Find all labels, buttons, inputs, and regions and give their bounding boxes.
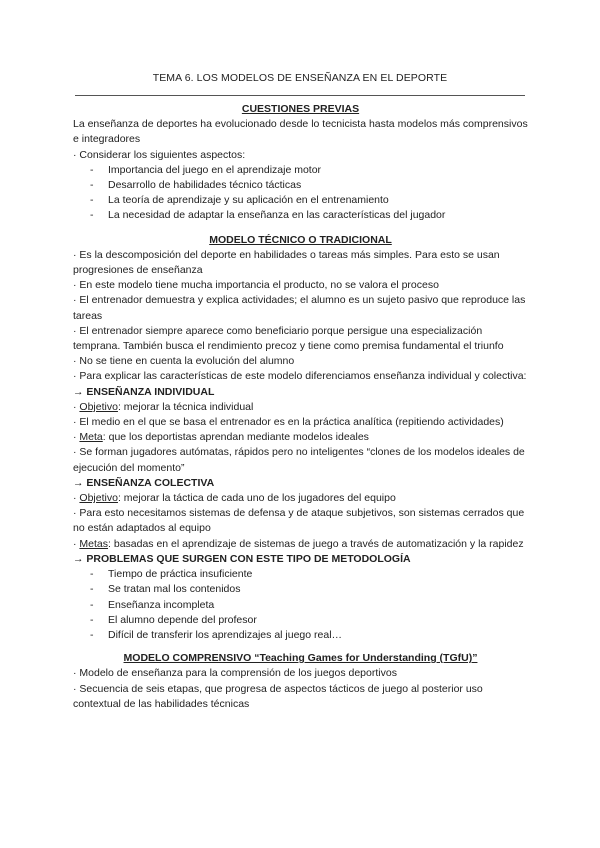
dash-marker: - xyxy=(90,613,94,626)
subheading-problemas: → PROBLEMAS QUE SURGEN CON ESTE TIPO DE METODOLOGÍA xyxy=(73,552,411,565)
dash-marker: - xyxy=(90,628,94,641)
paragraph: · Es la descomposición del deporte en habilidades o tareas más simples. Para esto se usan progresiones de enseñanza xyxy=(73,248,500,277)
paragraph: · Considerar los siguientes aspectos: xyxy=(73,148,246,161)
paragraph: · El entrenador siempre aparece como beneficiario porque persigue una especialización temprana. También busca el rendimiento precoz y tiene como premisa fundamental el triunfo xyxy=(73,324,504,353)
paragraph: · Secuencia de seis etapas, que progresa de aspectos tácticos de juego al posterior uso contextual de las habilidades técnicas xyxy=(73,682,483,710)
dash-marker: - xyxy=(90,598,94,611)
dash-marker: - xyxy=(90,568,94,581)
subheading-colectiva: → ENSEÑANZA COLECTIVA xyxy=(73,476,215,489)
paragraph: · Se forman jugadores autómatas, rápidos pero no inteligentes “clones de los modelos ideales de ejecución del momento” xyxy=(73,446,525,474)
paragraph: · En este modelo tiene mucha importancia el producto, no se valora el proceso xyxy=(73,279,439,292)
paragraph: · Meta: que los deportistas aprendan mediante modelos ideales xyxy=(73,431,369,444)
header-rule xyxy=(75,95,525,96)
paragraph: La enseñanza de deportes ha evolucionado desde lo tecnicista hasta modelos más comprensivos e integradores xyxy=(73,118,528,146)
dash-marker: - xyxy=(90,163,94,176)
list-item: - La teoría de aprendizaje y su aplicación en el entrenamiento xyxy=(73,193,528,208)
dash-marker: - xyxy=(90,209,94,222)
paragraph: · Objetivo: mejorar la técnica individual xyxy=(73,400,254,413)
subheading-individual: → ENSEÑANZA INDIVIDUAL xyxy=(73,385,215,398)
paragraph: · No se tiene en cuenta la evolución del alumno xyxy=(73,355,295,368)
list-item: - Importancia del juego en el aprendizaje motor xyxy=(73,163,528,178)
problems-list xyxy=(73,567,528,643)
paragraph: · Objetivo: mejorar la táctica de cada uno de los jugadores del equipo xyxy=(73,492,396,505)
dash-marker: - xyxy=(90,179,94,192)
list-item: - Enseñanza incompleta xyxy=(73,598,528,613)
dash-marker: - xyxy=(90,194,94,207)
list-item: - Tiempo de práctica insuficiente xyxy=(73,567,528,582)
list-item: - El alumno depende del profesor xyxy=(73,613,528,628)
dash-marker: - xyxy=(90,583,94,596)
list-item: - Se tratan mal los contenidos xyxy=(73,582,528,597)
aspects-list xyxy=(73,163,528,224)
paragraph: · Metas: basadas en el aprendizaje de sistemas de juego a través de automatización y la rapidez xyxy=(73,537,524,550)
document-body xyxy=(73,102,528,712)
paragraph: · Para explicar las características de este modelo diferenciamos enseñanza individual y colectiva: xyxy=(73,370,527,383)
section-heading-comprensivo: MODELO COMPRENSIVO “Teaching Games for Understanding (TGfU)” xyxy=(123,652,478,665)
paragraph: · Modelo de enseñanza para la comprensión de los juegos deportivos xyxy=(73,667,397,680)
section-heading-tradicional: MODELO TÉCNICO O TRADICIONAL xyxy=(209,233,392,246)
page-header-title: TEMA 6. LOS MODELOS DE ENSEÑANZA EN EL DEPORTE xyxy=(152,72,448,84)
list-item: - Difícil de transferir los aprendizajes al juego real… xyxy=(73,628,528,643)
paragraph: · Para esto necesitamos sistemas de defensa y de ataque subjetivos, son sistemas cerrados que no están adaptados al equipo xyxy=(73,507,525,535)
paragraph: · El medio en el que se basa el entrenador es en la práctica analítica (repitiendo actividades) xyxy=(73,416,504,429)
paragraph: · El entrenador demuestra y explica actividades; el alumno es un sujeto pasivo que reproduce las tareas xyxy=(73,294,526,322)
list-item: - Desarrollo de habilidades técnico tácticas xyxy=(73,178,528,193)
list-item: - La necesidad de adaptar la enseñanza en las características del jugador xyxy=(73,208,528,223)
section-heading-cuestiones: CUESTIONES PREVIAS xyxy=(241,103,360,115)
